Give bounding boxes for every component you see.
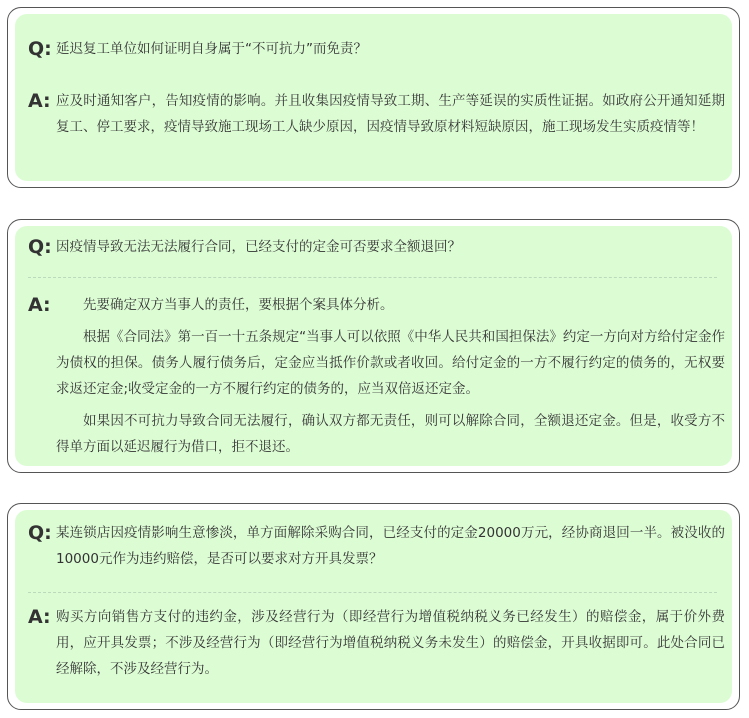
answer-paragraph: 购买方向销售方支付的违约金，涉及经营行为（即经营行为增值税纳税义务已经发生）的赔偿金，属于价外费用，应开具发票；不涉及经营行为（即经营行为增值税纳税义务未发生）的赔偿金，开具收据即可。此处合同已经解除，不涉及经营行为。 <box>56 609 725 677</box>
dashed-divider <box>28 277 717 278</box>
answer-row <box>28 88 725 140</box>
answer-paragraph: 如果因不可抗力导致合同无法履行，确认双方都无责任，则可以解除合同，全额退还定金。但是，收受方不得单方面以延迟履行为借口，拒不退还。 <box>56 413 725 455</box>
question-label: Q: <box>28 236 52 258</box>
answer-text <box>56 604 725 682</box>
question-row <box>28 520 725 572</box>
answer-label: A: <box>28 606 51 628</box>
question-text: 延迟复工单位如何证明自身属于“不可抗力”而免责？ <box>56 41 367 57</box>
question-text: 因疫情导致无法无法履行合同，已经支付的定金可否要求全额退回？ <box>56 239 461 255</box>
question-text: 某连锁店因疫情影响生意惨淡，单方面解除采购合同，已经支付的定金20000万元，经协商退回一半。被没收的10000元作为违约赔偿，是否可以要求对方开具发票？ <box>56 525 725 567</box>
answer-paragraph: 应及时通知客户，告知疫情的影响。并且收集因疫情导致工期、生产等延误的实质性证据。如政府公开通知延期复工、停工要求，疫情导致施工现场工人缺少原因，因疫情导致原材料短缺原因，施工现场发生实质疫情等！ <box>56 93 725 135</box>
answer-paragraph: 根据《合同法》第一百一十五条规定“当事人可以依照《中华人民共和国担保法》约定一方向对方给付定金作为债权的担保。债务人履行债务后，定金应当抵作价款或者收回。给付定金的一方不履行约定的债务的，无权要求返还定金;收受定金的一方不履行约定的债务的，应当双倍返还定金。 <box>56 329 725 397</box>
answer-text <box>56 88 725 140</box>
question-label: Q: <box>28 522 52 544</box>
question-label: Q: <box>28 38 52 60</box>
question-row <box>28 234 725 260</box>
answer-label: A: <box>28 294 51 316</box>
qa-card-2 <box>7 219 740 473</box>
qa-card-1 <box>7 7 740 188</box>
dashed-divider <box>28 592 717 593</box>
answer-text <box>56 292 725 460</box>
answer-row <box>28 292 725 460</box>
answer-label: A: <box>28 90 51 112</box>
answer-paragraph: 先要确定双方当事人的责任，要根据个案具体分析。 <box>83 297 394 313</box>
question-row <box>28 36 725 62</box>
qa-card-3 <box>7 503 740 710</box>
answer-row <box>28 604 725 682</box>
